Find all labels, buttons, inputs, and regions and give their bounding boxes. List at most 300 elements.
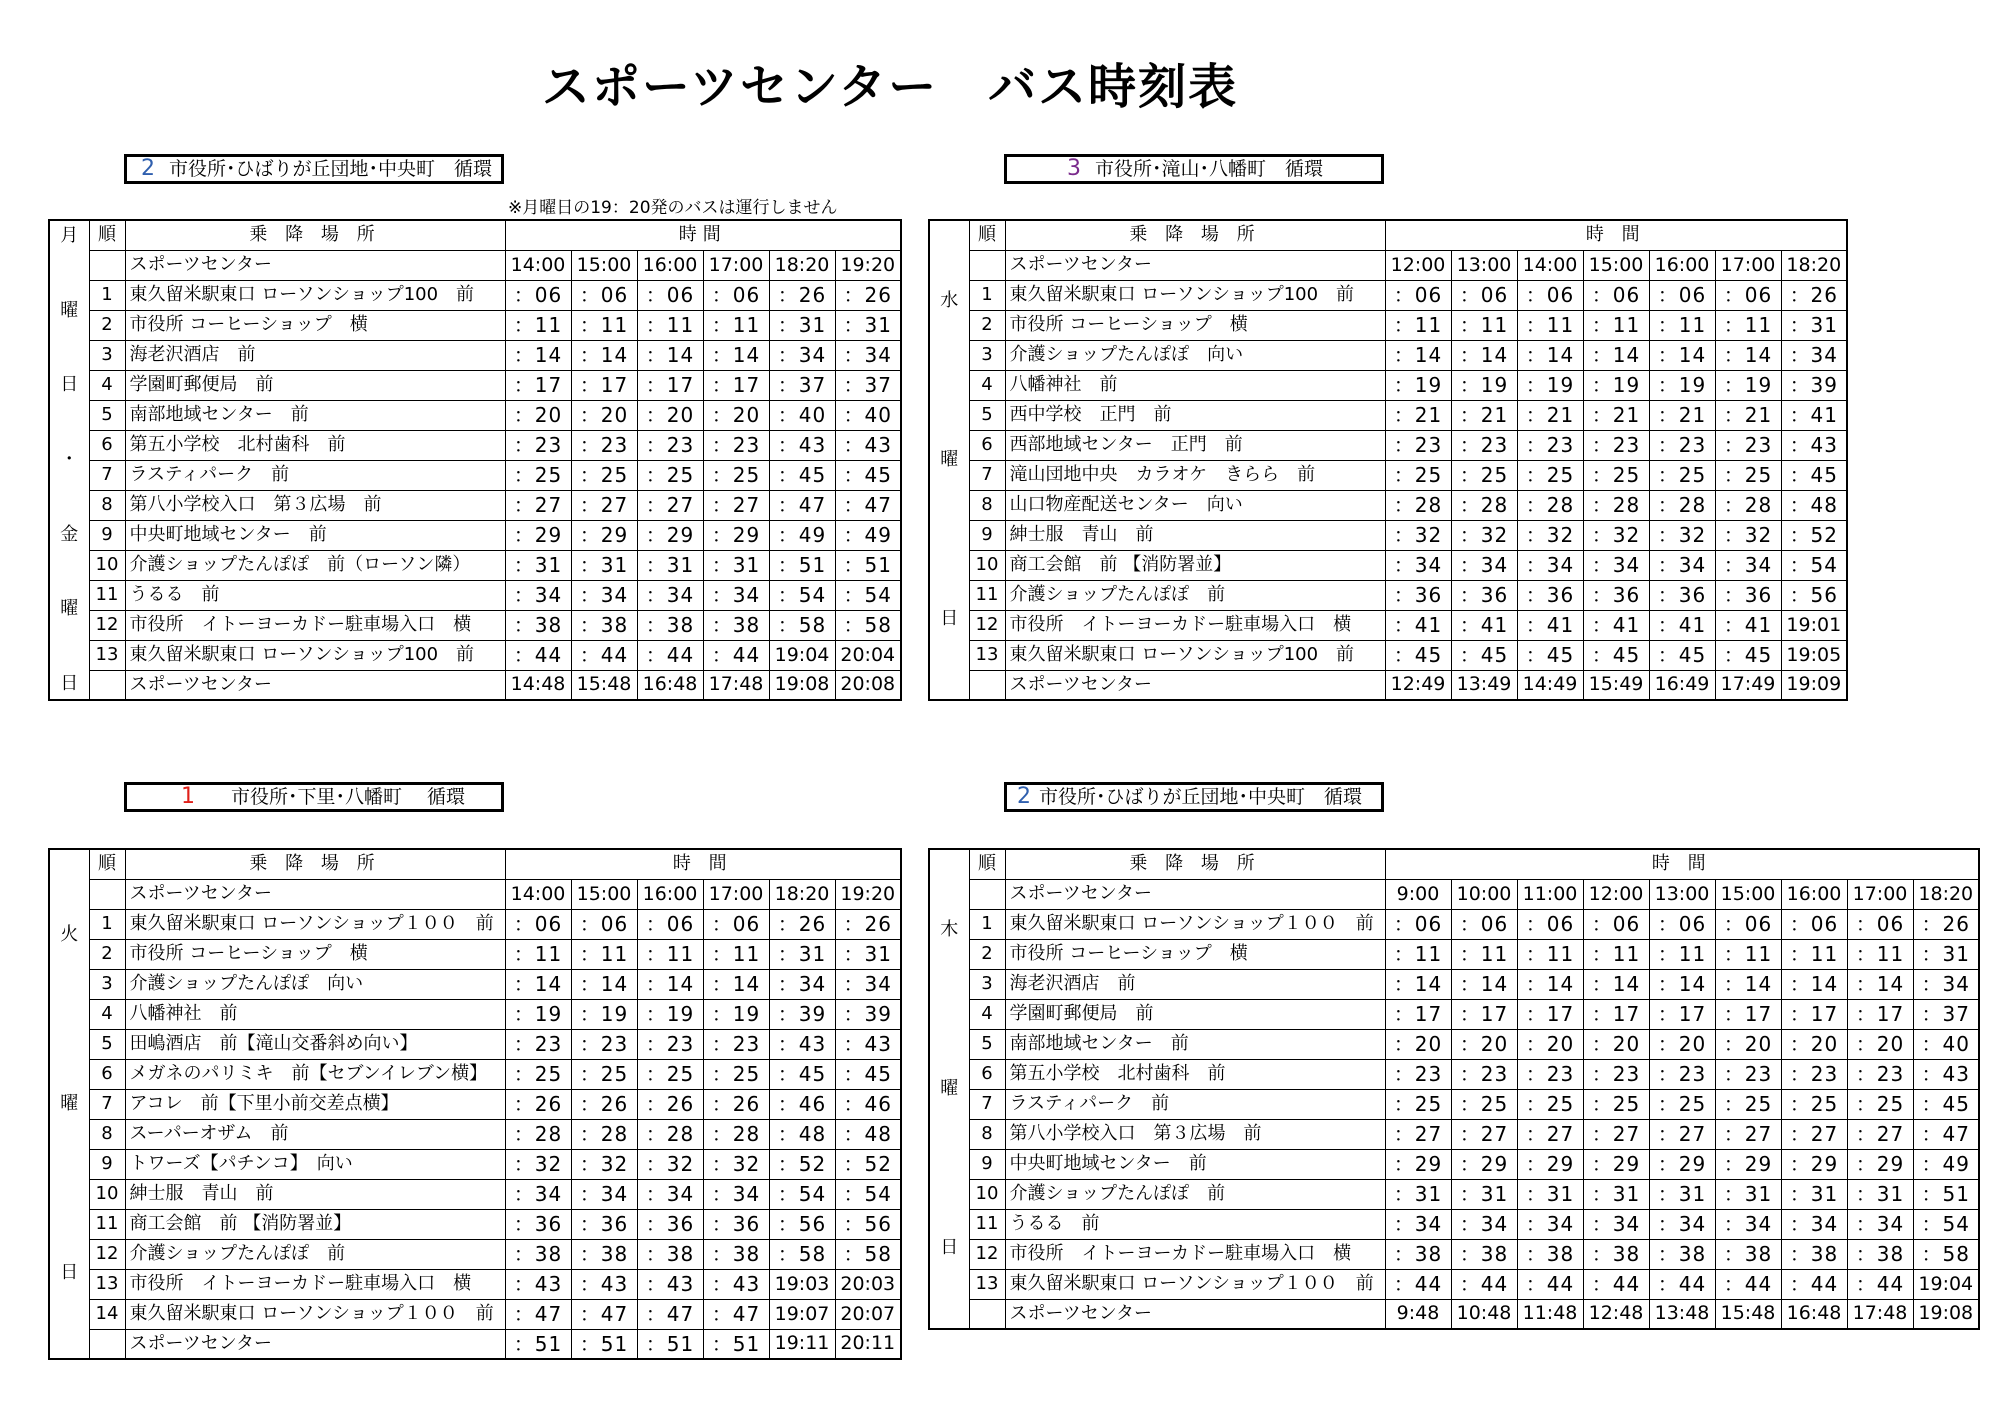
time-cell: ：31 bbox=[703, 550, 769, 580]
seq-cell: 9 bbox=[969, 520, 1005, 550]
time-cell: ：14 bbox=[1451, 969, 1517, 999]
time-cell: ：21 bbox=[1715, 400, 1781, 430]
time-header: 時 間 bbox=[505, 849, 901, 879]
seq-cell bbox=[89, 1329, 125, 1359]
time-cell: 15:48 bbox=[1715, 1299, 1781, 1329]
table-row bbox=[929, 460, 1847, 490]
time-cell: ：20 bbox=[637, 400, 703, 430]
time-cell: ：47 bbox=[1913, 1119, 1979, 1149]
time-cell: ：45 bbox=[1517, 640, 1583, 670]
time-cell: ：06 bbox=[1649, 280, 1715, 310]
time-cell: ：43 bbox=[505, 1269, 571, 1299]
time-cell: 16:48 bbox=[637, 670, 703, 700]
seq-cell: 6 bbox=[969, 430, 1005, 460]
table-row bbox=[929, 550, 1847, 580]
table-row bbox=[49, 460, 901, 490]
seq-cell: 9 bbox=[969, 1149, 1005, 1179]
time-cell: ：17 bbox=[1517, 999, 1583, 1029]
time-cell: ：20 bbox=[505, 400, 571, 430]
time-cell: ：19 bbox=[1715, 370, 1781, 400]
time-cell: ：06 bbox=[1517, 909, 1583, 939]
table-row bbox=[929, 1059, 1979, 1089]
table-row bbox=[49, 430, 901, 460]
time-cell: ：36 bbox=[1385, 580, 1451, 610]
time-cell: ：25 bbox=[703, 1059, 769, 1089]
time-cell: ：23 bbox=[1649, 1059, 1715, 1089]
time-cell: ：25 bbox=[1385, 460, 1451, 490]
time-cell: ：21 bbox=[1451, 400, 1517, 430]
time-cell: ：25 bbox=[1781, 1089, 1847, 1119]
time-cell: ：51 bbox=[637, 1329, 703, 1359]
time-cell: ：11 bbox=[1517, 939, 1583, 969]
time-cell: ：25 bbox=[1517, 1089, 1583, 1119]
time-cell: ：25 bbox=[1517, 460, 1583, 490]
time-cell: 18:20 bbox=[769, 879, 835, 909]
time-cell: ：17 bbox=[1649, 999, 1715, 1029]
time-cell: ：49 bbox=[769, 520, 835, 550]
time-cell: ：19 bbox=[1517, 370, 1583, 400]
time-cell: 19:08 bbox=[1913, 1299, 1979, 1329]
table-row bbox=[49, 1179, 901, 1209]
time-cell: ：27 bbox=[1649, 1119, 1715, 1149]
time-cell: ：19 bbox=[1583, 370, 1649, 400]
time-cell: ：06 bbox=[571, 909, 637, 939]
time-cell: 20:08 bbox=[835, 670, 901, 700]
stop-cell: 紳士服 青山 前 bbox=[125, 1179, 505, 1209]
table-row bbox=[49, 310, 901, 340]
table-row bbox=[49, 340, 901, 370]
seq-cell: 2 bbox=[89, 310, 125, 340]
stop-cell: 介護ショップたんぽぽ 向い bbox=[1005, 340, 1385, 370]
time-cell: ：45 bbox=[835, 1059, 901, 1089]
time-cell: 14:00 bbox=[505, 250, 571, 280]
route-number: 1 bbox=[181, 784, 195, 809]
time-cell: ：44 bbox=[1517, 1269, 1583, 1299]
table-row bbox=[49, 580, 901, 610]
time-cell: ：06 bbox=[703, 280, 769, 310]
stop-cell: 市役所 イトーヨーカドー駐車場入口 横 bbox=[1005, 610, 1385, 640]
time-cell: ：23 bbox=[703, 430, 769, 460]
time-cell: ：32 bbox=[1583, 520, 1649, 550]
time-cell: 15:00 bbox=[1715, 879, 1781, 909]
time-cell: ：21 bbox=[1583, 400, 1649, 430]
time-cell: ：43 bbox=[1781, 430, 1847, 460]
time-cell: ：48 bbox=[1781, 490, 1847, 520]
time-cell: ：52 bbox=[769, 1149, 835, 1179]
time-cell: ：27 bbox=[1715, 1119, 1781, 1149]
time-cell: ：25 bbox=[505, 460, 571, 490]
time-cell: 19:11 bbox=[769, 1329, 835, 1359]
time-cell: ：29 bbox=[1715, 1149, 1781, 1179]
time-cell: ：14 bbox=[1385, 340, 1451, 370]
time-cell: ：31 bbox=[1385, 1179, 1451, 1209]
seq-cell: 7 bbox=[969, 1089, 1005, 1119]
time-cell: ：14 bbox=[571, 969, 637, 999]
time-cell: ：28 bbox=[1451, 490, 1517, 520]
stop-cell: スポーツセンター bbox=[125, 1329, 505, 1359]
time-cell: ：34 bbox=[1715, 1209, 1781, 1239]
time-cell: ：20 bbox=[1451, 1029, 1517, 1059]
seq-cell: 11 bbox=[969, 1209, 1005, 1239]
seq-cell: 6 bbox=[89, 1059, 125, 1089]
time-cell: ：34 bbox=[1451, 1209, 1517, 1239]
time-cell: 19:08 bbox=[769, 670, 835, 700]
time-cell: 19:09 bbox=[1781, 670, 1847, 700]
time-cell: ：38 bbox=[1385, 1239, 1451, 1269]
time-cell: ：06 bbox=[1583, 909, 1649, 939]
time-cell: ：45 bbox=[769, 460, 835, 490]
stop-cell: うるる 前 bbox=[1005, 1209, 1385, 1239]
time-cell: ：34 bbox=[835, 340, 901, 370]
time-cell: ：40 bbox=[835, 400, 901, 430]
stop-cell: 商工会館 前 【消防署並】 bbox=[125, 1209, 505, 1239]
time-cell: ：26 bbox=[703, 1089, 769, 1119]
time-cell: ：27 bbox=[1583, 1119, 1649, 1149]
day-char: 曜 bbox=[60, 598, 79, 620]
stop-cell: 山口物産配送センター 向い bbox=[1005, 490, 1385, 520]
time-cell: ：34 bbox=[1517, 1209, 1583, 1239]
seq-header: 順 bbox=[969, 849, 1005, 879]
seq-cell: 1 bbox=[89, 280, 125, 310]
table-row bbox=[49, 550, 901, 580]
time-cell: ：31 bbox=[1649, 1179, 1715, 1209]
time-cell: 16:49 bbox=[1649, 670, 1715, 700]
table-row bbox=[49, 1149, 901, 1179]
time-cell: ：23 bbox=[1781, 1059, 1847, 1089]
stop-header: 乗 降 場 所 bbox=[1005, 220, 1385, 250]
time-header: 時 間 bbox=[1385, 849, 1979, 879]
time-cell: ：38 bbox=[637, 610, 703, 640]
time-cell: ：11 bbox=[571, 310, 637, 340]
day-chars bbox=[50, 850, 89, 1358]
time-cell: ：25 bbox=[1451, 1089, 1517, 1119]
day-char: 日 bbox=[60, 1262, 79, 1284]
time-cell: ：06 bbox=[1517, 280, 1583, 310]
time-cell: ：58 bbox=[769, 1239, 835, 1269]
time-cell: ：32 bbox=[1715, 520, 1781, 550]
stop-cell: 市役所 イトーヨーカドー駐車場入口 横 bbox=[1005, 1239, 1385, 1269]
time-cell: ：28 bbox=[1649, 490, 1715, 520]
stop-cell: 中央町地域センター 前 bbox=[1005, 1149, 1385, 1179]
time-cell: ：27 bbox=[571, 490, 637, 520]
time-cell: ：41 bbox=[1385, 610, 1451, 640]
table-row bbox=[49, 670, 901, 700]
stop-cell: うるる 前 bbox=[125, 580, 505, 610]
time-cell: ：34 bbox=[835, 969, 901, 999]
time-cell: ：41 bbox=[1715, 610, 1781, 640]
time-cell: ：06 bbox=[1451, 280, 1517, 310]
table-row bbox=[49, 490, 901, 520]
table-row bbox=[929, 969, 1979, 999]
stop-cell: 東久留米駅東口 ローソンショップ１００ 前 bbox=[1005, 909, 1385, 939]
table-row bbox=[49, 1059, 901, 1089]
seq-cell: 8 bbox=[89, 490, 125, 520]
route-name: 市役所･滝山･八幡町 循環 bbox=[1095, 158, 1324, 180]
stop-cell: 紳士服 青山 前 bbox=[1005, 520, 1385, 550]
stop-cell: 市役所 イトーヨーカドー駐車場入口 横 bbox=[125, 1269, 505, 1299]
time-cell: ：14 bbox=[505, 969, 571, 999]
time-cell: ：37 bbox=[769, 370, 835, 400]
day-char: 火 bbox=[60, 923, 79, 945]
time-cell: ：06 bbox=[1583, 280, 1649, 310]
time-cell: 20:03 bbox=[835, 1269, 901, 1299]
time-cell: ：28 bbox=[1715, 490, 1781, 520]
time-cell: ：06 bbox=[637, 909, 703, 939]
seq-cell: 7 bbox=[89, 1089, 125, 1119]
timetable-tue bbox=[48, 848, 902, 1360]
time-cell: ：23 bbox=[637, 430, 703, 460]
time-cell: ：25 bbox=[1451, 460, 1517, 490]
time-cell: ：06 bbox=[1715, 909, 1781, 939]
time-cell: ：29 bbox=[1781, 1149, 1847, 1179]
day-char: 曜 bbox=[60, 299, 79, 321]
table-row bbox=[929, 310, 1847, 340]
time-cell: ：32 bbox=[637, 1149, 703, 1179]
seq-cell: 10 bbox=[969, 550, 1005, 580]
seq-cell bbox=[89, 879, 125, 909]
time-cell: ：28 bbox=[505, 1119, 571, 1149]
time-cell: ：14 bbox=[1649, 340, 1715, 370]
time-cell: 16:00 bbox=[1781, 879, 1847, 909]
stop-cell: 市役所 コーヒーショップ 横 bbox=[125, 310, 505, 340]
time-cell: ：32 bbox=[1385, 520, 1451, 550]
stop-cell: ラスティパーク 前 bbox=[125, 460, 505, 490]
stop-cell: スポーツセンター bbox=[125, 250, 505, 280]
time-cell: ：47 bbox=[769, 490, 835, 520]
time-cell: ：58 bbox=[769, 610, 835, 640]
stop-cell: 第五小学校 北村歯科 前 bbox=[1005, 1059, 1385, 1089]
time-cell: ：06 bbox=[1847, 909, 1913, 939]
seq-cell: 11 bbox=[89, 1209, 125, 1239]
seq-cell: 3 bbox=[89, 969, 125, 999]
time-cell: ：23 bbox=[703, 1029, 769, 1059]
time-cell: ：40 bbox=[1913, 1029, 1979, 1059]
stop-cell: 介護ショップたんぽぽ 向い bbox=[125, 969, 505, 999]
seq-cell: 2 bbox=[89, 939, 125, 969]
time-cell: ：31 bbox=[769, 939, 835, 969]
route-label-bl bbox=[124, 782, 504, 812]
time-cell: ：38 bbox=[1649, 1239, 1715, 1269]
time-cell: ：19 bbox=[1649, 370, 1715, 400]
seq-cell: 3 bbox=[969, 340, 1005, 370]
time-cell: 10:00 bbox=[1451, 879, 1517, 909]
time-cell: ：11 bbox=[1451, 310, 1517, 340]
time-cell: 15:00 bbox=[571, 250, 637, 280]
route-name: 市役所･下里･八幡町 循環 bbox=[231, 786, 466, 808]
time-cell: ：58 bbox=[835, 610, 901, 640]
time-cell: ：23 bbox=[1517, 430, 1583, 460]
time-cell: ：28 bbox=[637, 1119, 703, 1149]
table-row bbox=[929, 670, 1847, 700]
table-row bbox=[929, 1179, 1979, 1209]
time-cell: ：11 bbox=[505, 310, 571, 340]
time-cell: ：38 bbox=[703, 610, 769, 640]
time-cell: 16:00 bbox=[637, 879, 703, 909]
time-cell: ：17 bbox=[571, 370, 637, 400]
time-cell: ：14 bbox=[1517, 969, 1583, 999]
table-row bbox=[929, 1029, 1979, 1059]
time-cell: ：47 bbox=[505, 1299, 571, 1329]
table-row bbox=[49, 280, 901, 310]
time-cell: ：39 bbox=[1781, 370, 1847, 400]
stop-cell: 東久留米駅東口 ローソンショップ１００ 前 bbox=[125, 1299, 505, 1329]
time-cell: ：29 bbox=[505, 520, 571, 550]
stop-cell: 東久留米駅東口 ローソンショップ100 前 bbox=[125, 280, 505, 310]
time-cell: ：23 bbox=[637, 1029, 703, 1059]
time-cell: ：29 bbox=[1451, 1149, 1517, 1179]
seq-cell: 1 bbox=[969, 280, 1005, 310]
seq-cell: 7 bbox=[89, 460, 125, 490]
seq-cell: 4 bbox=[89, 999, 125, 1029]
time-cell: ：26 bbox=[637, 1089, 703, 1119]
time-cell: ：11 bbox=[637, 310, 703, 340]
time-cell: ：51 bbox=[703, 1329, 769, 1359]
time-cell: ：34 bbox=[1781, 340, 1847, 370]
table-row bbox=[929, 879, 1979, 909]
seq-cell: 10 bbox=[969, 1179, 1005, 1209]
time-cell: ：38 bbox=[1781, 1239, 1847, 1269]
time-cell: 19:20 bbox=[835, 879, 901, 909]
seq-cell: 13 bbox=[89, 1269, 125, 1299]
time-cell: ：32 bbox=[505, 1149, 571, 1179]
time-cell: ：14 bbox=[637, 969, 703, 999]
stop-cell: 東久留米駅東口 ローソンショップ100 前 bbox=[125, 640, 505, 670]
table-row bbox=[929, 1149, 1979, 1179]
time-cell: ：19 bbox=[703, 999, 769, 1029]
time-cell: 20:04 bbox=[835, 640, 901, 670]
seq-cell: 6 bbox=[969, 1059, 1005, 1089]
seq-cell bbox=[969, 250, 1005, 280]
time-cell: ：54 bbox=[835, 1179, 901, 1209]
time-cell: ：51 bbox=[571, 1329, 637, 1359]
time-cell: ：38 bbox=[1583, 1239, 1649, 1269]
table-row bbox=[929, 430, 1847, 460]
seq-cell: 4 bbox=[969, 370, 1005, 400]
time-cell: ：31 bbox=[1781, 310, 1847, 340]
time-cell: ：23 bbox=[571, 430, 637, 460]
time-cell: ：36 bbox=[571, 1209, 637, 1239]
time-cell: ：44 bbox=[703, 640, 769, 670]
time-cell: ：23 bbox=[571, 1029, 637, 1059]
time-cell: ：34 bbox=[1451, 550, 1517, 580]
stop-cell: スポーツセンター bbox=[1005, 670, 1385, 700]
time-cell: ：29 bbox=[1517, 1149, 1583, 1179]
time-cell: ：21 bbox=[1517, 400, 1583, 430]
day-label bbox=[49, 220, 89, 700]
time-cell: ：23 bbox=[1451, 1059, 1517, 1089]
seq-header: 順 bbox=[89, 849, 125, 879]
time-cell: ：11 bbox=[1715, 310, 1781, 340]
seq-cell: 8 bbox=[969, 490, 1005, 520]
time-cell: ：20 bbox=[703, 400, 769, 430]
table-row bbox=[49, 1029, 901, 1059]
time-cell: ：34 bbox=[637, 1179, 703, 1209]
time-cell: ：38 bbox=[1847, 1239, 1913, 1269]
time-cell: ：14 bbox=[1715, 969, 1781, 999]
time-cell: ：43 bbox=[703, 1269, 769, 1299]
table-row bbox=[49, 1089, 901, 1119]
stop-cell: 海老沢酒店 前 bbox=[1005, 969, 1385, 999]
seq-cell: 6 bbox=[89, 430, 125, 460]
time-cell: ：26 bbox=[835, 909, 901, 939]
stop-cell: 市役所 イトーヨーカドー駐車場入口 横 bbox=[125, 610, 505, 640]
time-cell: ：34 bbox=[769, 340, 835, 370]
time-cell: ：36 bbox=[1649, 580, 1715, 610]
time-cell: ：19 bbox=[505, 999, 571, 1029]
time-cell: ：29 bbox=[637, 520, 703, 550]
day-chars bbox=[930, 221, 969, 699]
seq-cell: 5 bbox=[89, 400, 125, 430]
stop-cell: スポーツセンター bbox=[1005, 250, 1385, 280]
stop-cell: 八幡神社 前 bbox=[125, 999, 505, 1029]
time-cell: ：11 bbox=[1583, 939, 1649, 969]
day-char: 日 bbox=[940, 608, 959, 630]
table-row bbox=[929, 640, 1847, 670]
time-cell: ：06 bbox=[1385, 909, 1451, 939]
stop-cell: スポーツセンター bbox=[125, 670, 505, 700]
time-cell: ：25 bbox=[571, 460, 637, 490]
time-cell: ：25 bbox=[637, 460, 703, 490]
day-char: ・ bbox=[60, 448, 79, 470]
time-cell: 19:07 bbox=[769, 1299, 835, 1329]
time-cell: ：43 bbox=[835, 430, 901, 460]
stop-header: 乗 降 場 所 bbox=[125, 849, 505, 879]
time-cell: ：11 bbox=[1385, 939, 1451, 969]
time-cell: 17:49 bbox=[1715, 670, 1781, 700]
time-cell: ：21 bbox=[1649, 400, 1715, 430]
time-cell: ：31 bbox=[1583, 1179, 1649, 1209]
time-cell: ：38 bbox=[637, 1239, 703, 1269]
time-cell: ：11 bbox=[703, 939, 769, 969]
route-number: 3 bbox=[1067, 156, 1081, 181]
stop-cell: 滝山団地中央 カラオケ きらら 前 bbox=[1005, 460, 1385, 490]
time-cell: ：34 bbox=[1385, 1209, 1451, 1239]
time-cell: ：06 bbox=[1451, 909, 1517, 939]
seq-cell: 8 bbox=[969, 1119, 1005, 1149]
time-cell: 9:00 bbox=[1385, 879, 1451, 909]
seq-cell: 10 bbox=[89, 550, 125, 580]
time-cell: 19:04 bbox=[1913, 1269, 1979, 1299]
stop-header: 乗 降 場 所 bbox=[1005, 849, 1385, 879]
time-cell: ：38 bbox=[505, 1239, 571, 1269]
stop-cell: 東久留米駅東口 ローソンショップ１００ 前 bbox=[125, 909, 505, 939]
time-cell: ：23 bbox=[1385, 430, 1451, 460]
time-cell: 18:20 bbox=[1913, 879, 1979, 909]
time-cell: 17:00 bbox=[1847, 879, 1913, 909]
time-cell: ：36 bbox=[1583, 580, 1649, 610]
time-cell: ：14 bbox=[1715, 340, 1781, 370]
time-cell: ：23 bbox=[1583, 1059, 1649, 1089]
stop-cell: 東久留米駅東口 ローソンショップ100 前 bbox=[1005, 280, 1385, 310]
time-cell: ：11 bbox=[1451, 939, 1517, 969]
time-cell: ：44 bbox=[1715, 1269, 1781, 1299]
time-cell: 17:00 bbox=[703, 879, 769, 909]
time-cell: ：31 bbox=[1847, 1179, 1913, 1209]
time-cell: 10:48 bbox=[1451, 1299, 1517, 1329]
time-cell: ：14 bbox=[1583, 340, 1649, 370]
day-char: 曜 bbox=[940, 1077, 959, 1099]
time-cell: ：34 bbox=[1781, 1209, 1847, 1239]
time-cell: ：39 bbox=[835, 999, 901, 1029]
time-cell: 12:48 bbox=[1583, 1299, 1649, 1329]
time-cell: ：28 bbox=[1583, 490, 1649, 520]
route-number: 2 bbox=[141, 156, 155, 181]
time-cell: 13:00 bbox=[1451, 250, 1517, 280]
time-cell: ：32 bbox=[703, 1149, 769, 1179]
seq-cell: 4 bbox=[89, 370, 125, 400]
time-cell: ：17 bbox=[1781, 999, 1847, 1029]
time-cell: ：34 bbox=[703, 580, 769, 610]
